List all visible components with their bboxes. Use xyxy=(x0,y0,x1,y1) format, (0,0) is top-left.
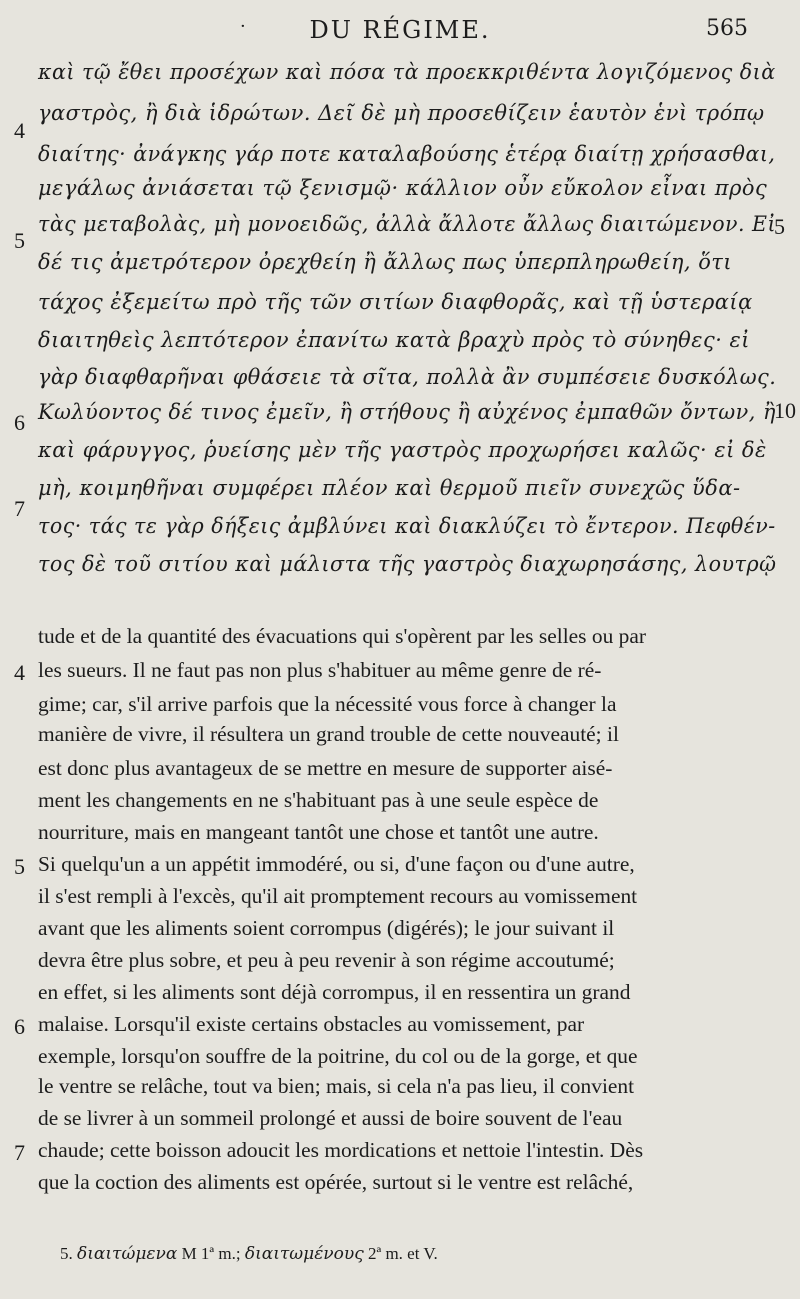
footnote-sigla-1: M 1ª m.; xyxy=(181,1244,241,1263)
french-line: chaude; cette boisson adoucit les mordications et nettoie l'intestin. Dès xyxy=(38,1138,644,1162)
french-line: exemple, lorsqu'on souffre de la poitrine, du col ou de la gorge, et que xyxy=(38,1044,638,1068)
french-line: ment les changements en ne s'habituant pas à une seule espèce de xyxy=(38,788,599,812)
greek-line: καὶ φάρυγγος, ῥυείσης μὲν τῆς γαστρὸς προχωρήσει καλῶς· εἰ δὲ xyxy=(38,438,767,462)
footnote-variant-1: διαιτώμενα xyxy=(77,1244,178,1264)
french-margin-number: 7 xyxy=(14,1140,25,1165)
french-line: en effet, si les aliments sont déjà corrompus, il en ressentira un grand xyxy=(38,980,631,1004)
french-line: gime; car, s'il arrive parfois que la nécessité vous force à changer la xyxy=(38,692,617,716)
footnote-variant-2: διαιτωμένους xyxy=(244,1244,364,1264)
greek-line: διαίτης· ἀνάγκης γάρ ποτε καταλαβούσης ἑτέρᾳ διαίτῃ χρήσασθαι, xyxy=(38,142,776,166)
french-line: le ventre se relâche, tout va bien; mais, si cela n'a pas lieu, il convient xyxy=(38,1074,635,1098)
greek-margin-number: 6 xyxy=(14,410,25,435)
french-margin-number: 6 xyxy=(14,1014,25,1039)
greek-margin-number: 4 xyxy=(14,118,25,143)
french-line: il s'est rempli à l'excès, qu'il ait promptement recours au vomissement xyxy=(38,884,638,908)
greek-line: Κωλύοντος δέ τινος ἐμεῖν, ἢ στήθους ἢ αὐχένος ἐμπαθῶν ὄντων, ἢ xyxy=(38,400,776,424)
greek-margin-number: 7 xyxy=(14,496,25,521)
greek-margin-number: 5 xyxy=(14,228,25,253)
french-line: tude et de la quantité des évacuations qui s'opèrent par les selles ou par xyxy=(38,624,647,648)
header-dot: · xyxy=(240,16,246,37)
greek-margin-number-right: 10 xyxy=(774,398,796,423)
greek-line: δέ τις ἀμετρότερον ὀρεχθείη ἢ ἄλλως πως ὑπερπληρωθείη, ὅτι xyxy=(38,250,733,274)
french-margin-number: 4 xyxy=(14,660,25,685)
footnote-sigla-2: 2ª m. et V. xyxy=(368,1244,438,1263)
footnote-number: 5. xyxy=(60,1244,73,1263)
french-line: malaise. Lorsqu'il existe certains obstacles au vomissement, par xyxy=(38,1012,585,1036)
greek-line: μεγάλως ἀνιάσεται τῷ ξενισμῷ· κάλλιον οὖν εὔκολον εἶναι πρὸς xyxy=(38,176,768,200)
greek-line: μὴ, κοιμηθῆναι συμφέρει πλέον καὶ θερμοῦ πιεῖν συνεχῶς ὕδα- xyxy=(38,476,741,500)
french-line: nourriture, mais en mangeant tantôt une chose et tantôt une autre. xyxy=(38,820,599,844)
greek-line: γὰρ διαφθαρῆναι φθάσειε τὰ σῖτα, πολλὰ ἂν συμπέσειε δυσκόλως. xyxy=(38,365,777,389)
greek-line: τος δὲ τοῦ σιτίου καὶ μάλιστα τῆς γαστρὸς διαχωρησάσης, λουτρῷ xyxy=(38,552,777,576)
greek-line: καὶ τῷ ἔθει προσέχων καὶ πόσα τὰ προεκκριθέντα λογιζόμενος διὰ xyxy=(38,60,776,84)
french-line: est donc plus avantageux de se mettre en mesure de supporter aisé- xyxy=(38,756,613,780)
greek-line: τος· τάς τε γὰρ δήξεις ἀμβλύνει καὶ διακλύζει τὸ ἔντερον. Πεφθέν- xyxy=(38,514,776,538)
greek-line: τὰς μεταβολὰς, μὴ μονοειδῶς, ἀλλὰ ἄλλοτε ἄλλως διαιτώμενον. Εἰ xyxy=(38,212,777,236)
page-header xyxy=(0,14,800,44)
french-line: de se livrer à un sommeil prolongé et aussi de boire souvent de l'eau xyxy=(38,1106,623,1130)
french-line: les sueurs. Il ne faut pas non plus s'habituer au même genre de ré- xyxy=(38,658,602,682)
footnote xyxy=(60,1244,438,1264)
greek-line: τάχος ἐξεμείτω πρὸ τῆς τῶν σιτίων διαφθορᾶς, καὶ τῇ ὑστεραίᾳ xyxy=(38,290,753,314)
french-line: devra être plus sobre, et peu à peu revenir à son régime accoutumé; xyxy=(38,948,615,972)
greek-margin-number-right: 5 xyxy=(774,214,785,239)
french-line: avant que les aliments soient corrompus (digérés); le jour suivant il xyxy=(38,916,615,940)
french-line: que la coction des aliments est opérée, surtout si le ventre est relâché, xyxy=(38,1170,634,1194)
french-line: manière de vivre, il résultera un grand trouble de cette nouveauté; il xyxy=(38,722,619,746)
greek-line: γαστρὸς, ἢ διὰ ἱδρώτων. Δεῖ δὲ μὴ προσεθίζειν ἑαυτὸν ἑνὶ τρόπῳ xyxy=(38,101,765,125)
french-line: Si quelqu'un a un appétit immodéré, ou si, d'une façon ou d'une autre, xyxy=(38,852,635,876)
page-number: 565 xyxy=(706,16,748,41)
french-margin-number: 5 xyxy=(14,854,25,879)
running-title: DU RÉGIME. xyxy=(309,16,491,44)
greek-line: διαιτηθεὶς λεπτότερον ἐπανίτω κατὰ βραχὺ πρὸς τὸ σύνηθες· εἰ xyxy=(38,328,750,352)
